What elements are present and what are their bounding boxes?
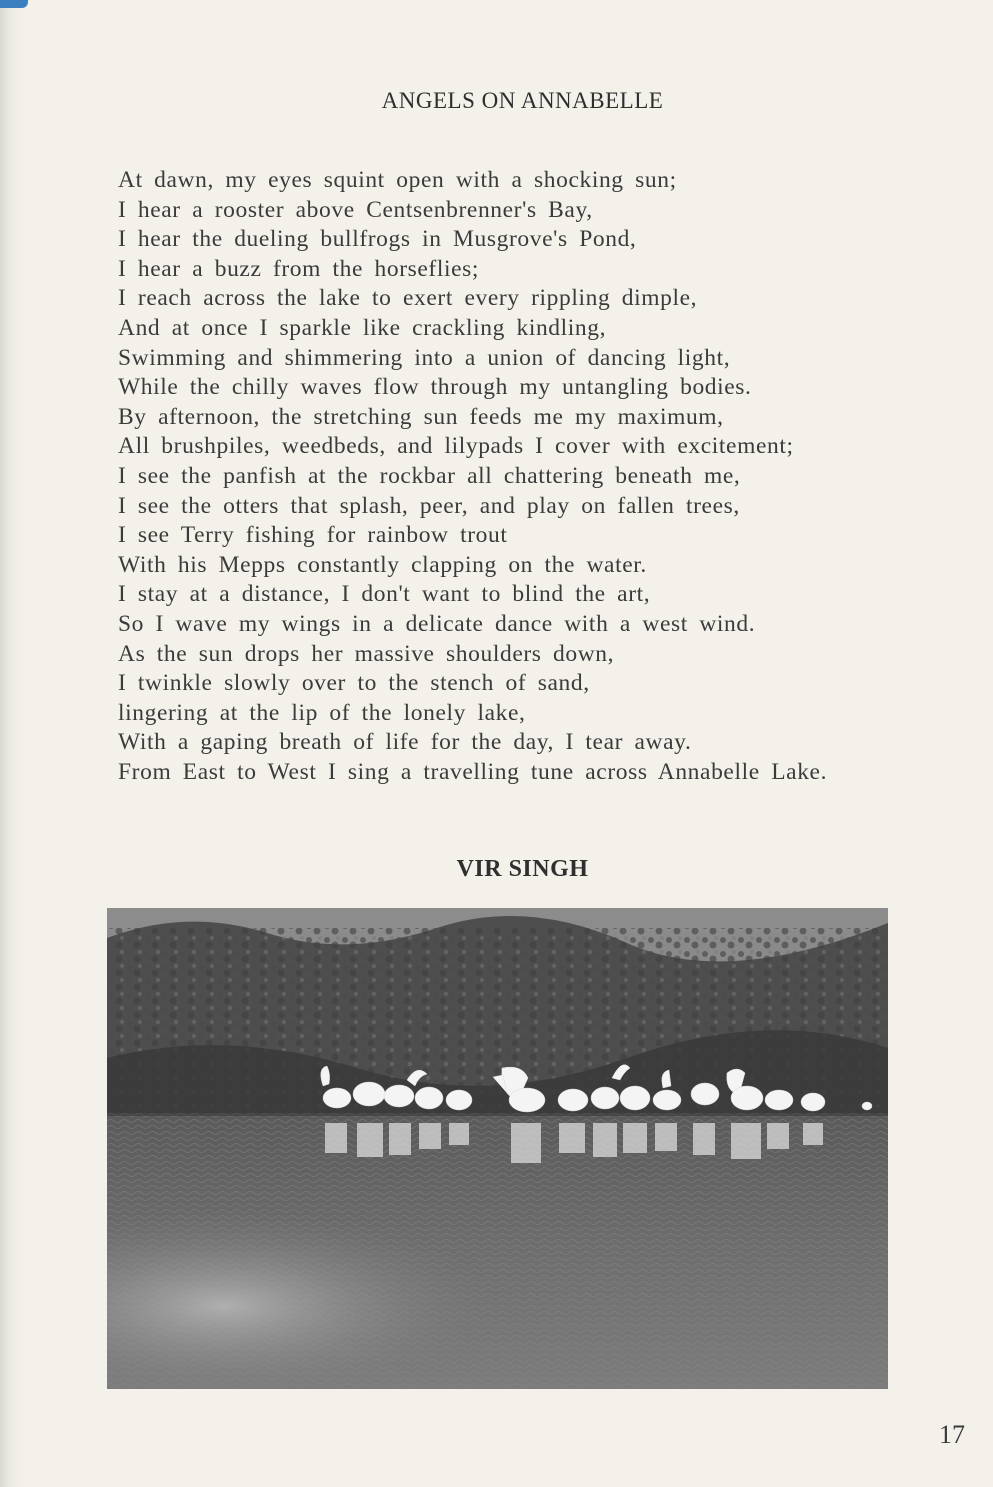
- poem-line: By afternoon, the stretching sun feeds me my maximum,: [118, 403, 724, 430]
- binding-tab-mark: [0, 0, 28, 8]
- poem-line: I hear a buzz from the horseflies;: [118, 255, 479, 282]
- poem-line: lingering at the lip of the lonely lake,: [118, 699, 526, 726]
- poem-title: ANGELS ON ANNABELLE: [381, 88, 664, 113]
- poem-line: With his Mepps constantly clapping on the water.: [118, 551, 647, 578]
- poem-line: With a gaping breath of life for the day, I tear away.: [118, 729, 692, 756]
- poem-line: I hear a rooster above Centsenbrenner's Bay,: [118, 196, 593, 223]
- poem-line: I stay at a distance, I don't want to blind the art,: [118, 581, 651, 608]
- poem-line: I twinkle slowly over to the stench of sand,: [118, 670, 590, 697]
- poem-line: While the chilly waves flow through my untangling bodies.: [118, 374, 752, 401]
- poem-line: I reach across the lake to exert every rippling dimple,: [118, 285, 698, 312]
- poem-line: From East to West I sing a travelling tune across Annabelle Lake.: [118, 758, 828, 785]
- poem-line: I see the otters that splash, peer, and play on fallen trees,: [118, 492, 740, 519]
- poem-line: Swimming and shimmering into a union of dancing light,: [118, 344, 731, 371]
- poem-line: At dawn, my eyes squint open with a shocking sun;: [118, 167, 677, 193]
- poem-line: And at once I sparkle like crackling kindling,: [118, 314, 607, 341]
- poem-line: I see the panfish at the rockbar all chattering beneath me,: [118, 462, 741, 489]
- poem-author: VIR SINGH: [456, 856, 589, 882]
- poem-line: So I wave my wings in a delicate dance with a west wind.: [118, 610, 756, 637]
- page-number: 17: [939, 1420, 965, 1449]
- poem-line: I hear the dueling bullfrogs in Musgrove's Pond,: [118, 226, 637, 253]
- poem-line: All brushpiles, weedbeds, and lilypads I cover with excitement;: [118, 433, 794, 460]
- pelicans-photo: [107, 908, 888, 1389]
- poem-line: As the sun drops her massive shoulders down,: [118, 640, 615, 667]
- poem-body: [118, 166, 827, 787]
- poem-line: I see Terry fishing for rainbow trout: [118, 522, 508, 549]
